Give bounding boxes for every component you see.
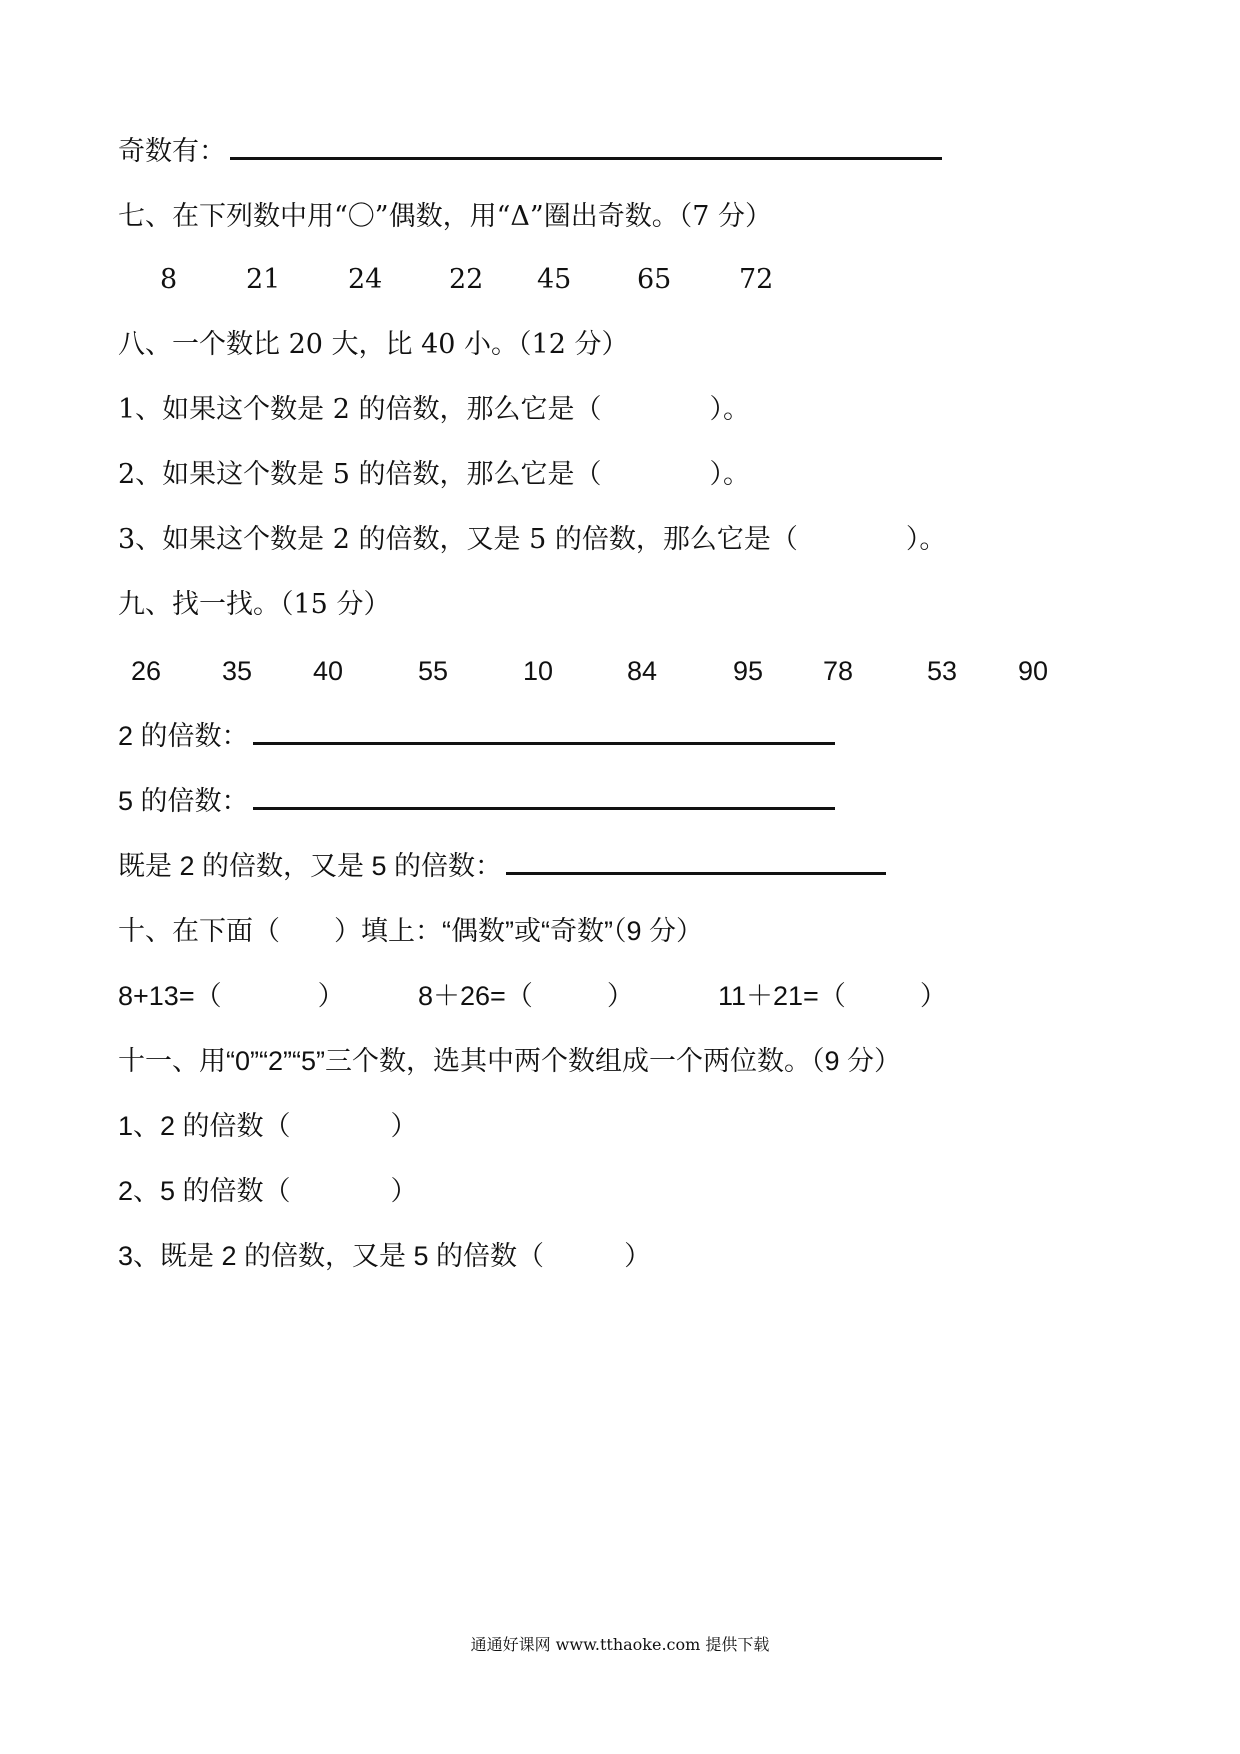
q7-number[interactable]: 8 bbox=[160, 264, 178, 295]
q9-multiples-of-5-answer-line[interactable] bbox=[253, 783, 835, 810]
q11-title: 十一、用“0”“2”“5”三个数，选其中两个数组成一个两位数。（9 分） bbox=[118, 1046, 902, 1076]
q10-expr-1-text: 8+13=（ bbox=[118, 981, 222, 1011]
page-footer: 通通好课网 www.tthaoke.com 提供下载 bbox=[470, 1635, 770, 1654]
q9-number[interactable]: 95 bbox=[733, 656, 764, 686]
q11-item-3-close: ） bbox=[624, 1241, 652, 1271]
q10-title: 十、在下面（ ）填上：“偶数”或“奇数”（9 分） bbox=[118, 916, 703, 946]
q9-multiples-of-2-label: 2 的倍数： bbox=[118, 721, 249, 751]
q9-number[interactable]: 26 bbox=[131, 656, 162, 686]
odd-numbers-label: 奇数有： bbox=[118, 136, 226, 167]
q7-number[interactable]: 21 bbox=[246, 264, 281, 295]
q8-item-1-text: 1、如果这个数是 2 的倍数，那么它是（ bbox=[118, 394, 602, 425]
q8-item-3-close: ）。 bbox=[905, 524, 947, 555]
q9-number[interactable]: 90 bbox=[1018, 656, 1049, 686]
q8-item-3 bbox=[118, 522, 946, 558]
q8-item-2 bbox=[118, 457, 750, 493]
q11-item-3-text: 3、既是 2 的倍数，又是 5 的倍数（ bbox=[118, 1241, 545, 1271]
q9-multiples-of-5-row bbox=[118, 783, 835, 819]
q7-number[interactable]: 22 bbox=[449, 264, 484, 295]
q7-number[interactable]: 24 bbox=[348, 264, 383, 295]
q9-multiples-of-both-answer-line[interactable] bbox=[506, 848, 886, 875]
q10-expr-1-close: ） bbox=[317, 981, 345, 1011]
q11-item-1-close: ） bbox=[390, 1111, 418, 1141]
q7-number[interactable]: 72 bbox=[739, 264, 774, 295]
q8-item-2-close: ）。 bbox=[709, 459, 751, 490]
q9-title: 九、找一找。（15 分） bbox=[118, 589, 391, 620]
q9-number[interactable]: 78 bbox=[823, 656, 854, 686]
q7-number[interactable]: 65 bbox=[637, 264, 672, 295]
q11-item-2 bbox=[118, 1173, 418, 1209]
q9-number[interactable]: 55 bbox=[418, 656, 449, 686]
q9-multiples-of-5-label: 5 的倍数： bbox=[118, 786, 249, 816]
q10-expr-1 bbox=[118, 978, 345, 1014]
q10-expr-3-text: 11＋21=（ bbox=[718, 981, 846, 1011]
q9-number[interactable]: 10 bbox=[523, 656, 554, 686]
q9-number[interactable]: 40 bbox=[313, 656, 344, 686]
q8-item-2-text: 2、如果这个数是 5 的倍数，那么它是（ bbox=[118, 459, 602, 490]
q8-item-3-text: 3、如果这个数是 2 的倍数，又是 5 的倍数，那么它是（ bbox=[118, 524, 798, 555]
q8-item-1-close: ）。 bbox=[709, 394, 751, 425]
q9-multiples-of-2-row bbox=[118, 718, 835, 754]
q11-item-3 bbox=[118, 1238, 651, 1274]
q10-expr-2-text: 8＋26=（ bbox=[418, 981, 533, 1011]
q11-item-1-text: 1、2 的倍数（ bbox=[118, 1111, 291, 1141]
q10-expr-2-close: ） bbox=[606, 981, 634, 1011]
q9-multiples-of-both-label: 既是 2 的倍数，又是 5 的倍数： bbox=[118, 851, 503, 881]
q7-number[interactable]: 45 bbox=[537, 264, 572, 295]
q9-number[interactable]: 84 bbox=[627, 656, 658, 686]
q11-item-1 bbox=[118, 1108, 418, 1144]
odd-numbers-row bbox=[118, 133, 942, 170]
q11-item-2-text: 2、5 的倍数（ bbox=[118, 1176, 291, 1206]
q10-expr-3 bbox=[718, 978, 947, 1014]
q11-item-2-close: ） bbox=[390, 1176, 418, 1206]
q7-title: 七、在下列数中用“〇”偶数，用“Δ”圈出奇数。（7 分） bbox=[118, 201, 772, 232]
q10-expr-2 bbox=[418, 978, 634, 1014]
q9-number[interactable]: 35 bbox=[222, 656, 253, 686]
q8-title: 八、一个数比 20 大，比 40 小。（12 分） bbox=[118, 329, 629, 360]
q9-number[interactable]: 53 bbox=[927, 656, 958, 686]
q10-expr-3-close: ） bbox=[919, 981, 947, 1011]
q9-multiples-of-2-answer-line[interactable] bbox=[253, 718, 835, 745]
q8-item-1 bbox=[118, 392, 750, 428]
q9-multiples-of-both-row bbox=[118, 848, 886, 884]
odd-numbers-answer-line[interactable] bbox=[230, 133, 942, 160]
